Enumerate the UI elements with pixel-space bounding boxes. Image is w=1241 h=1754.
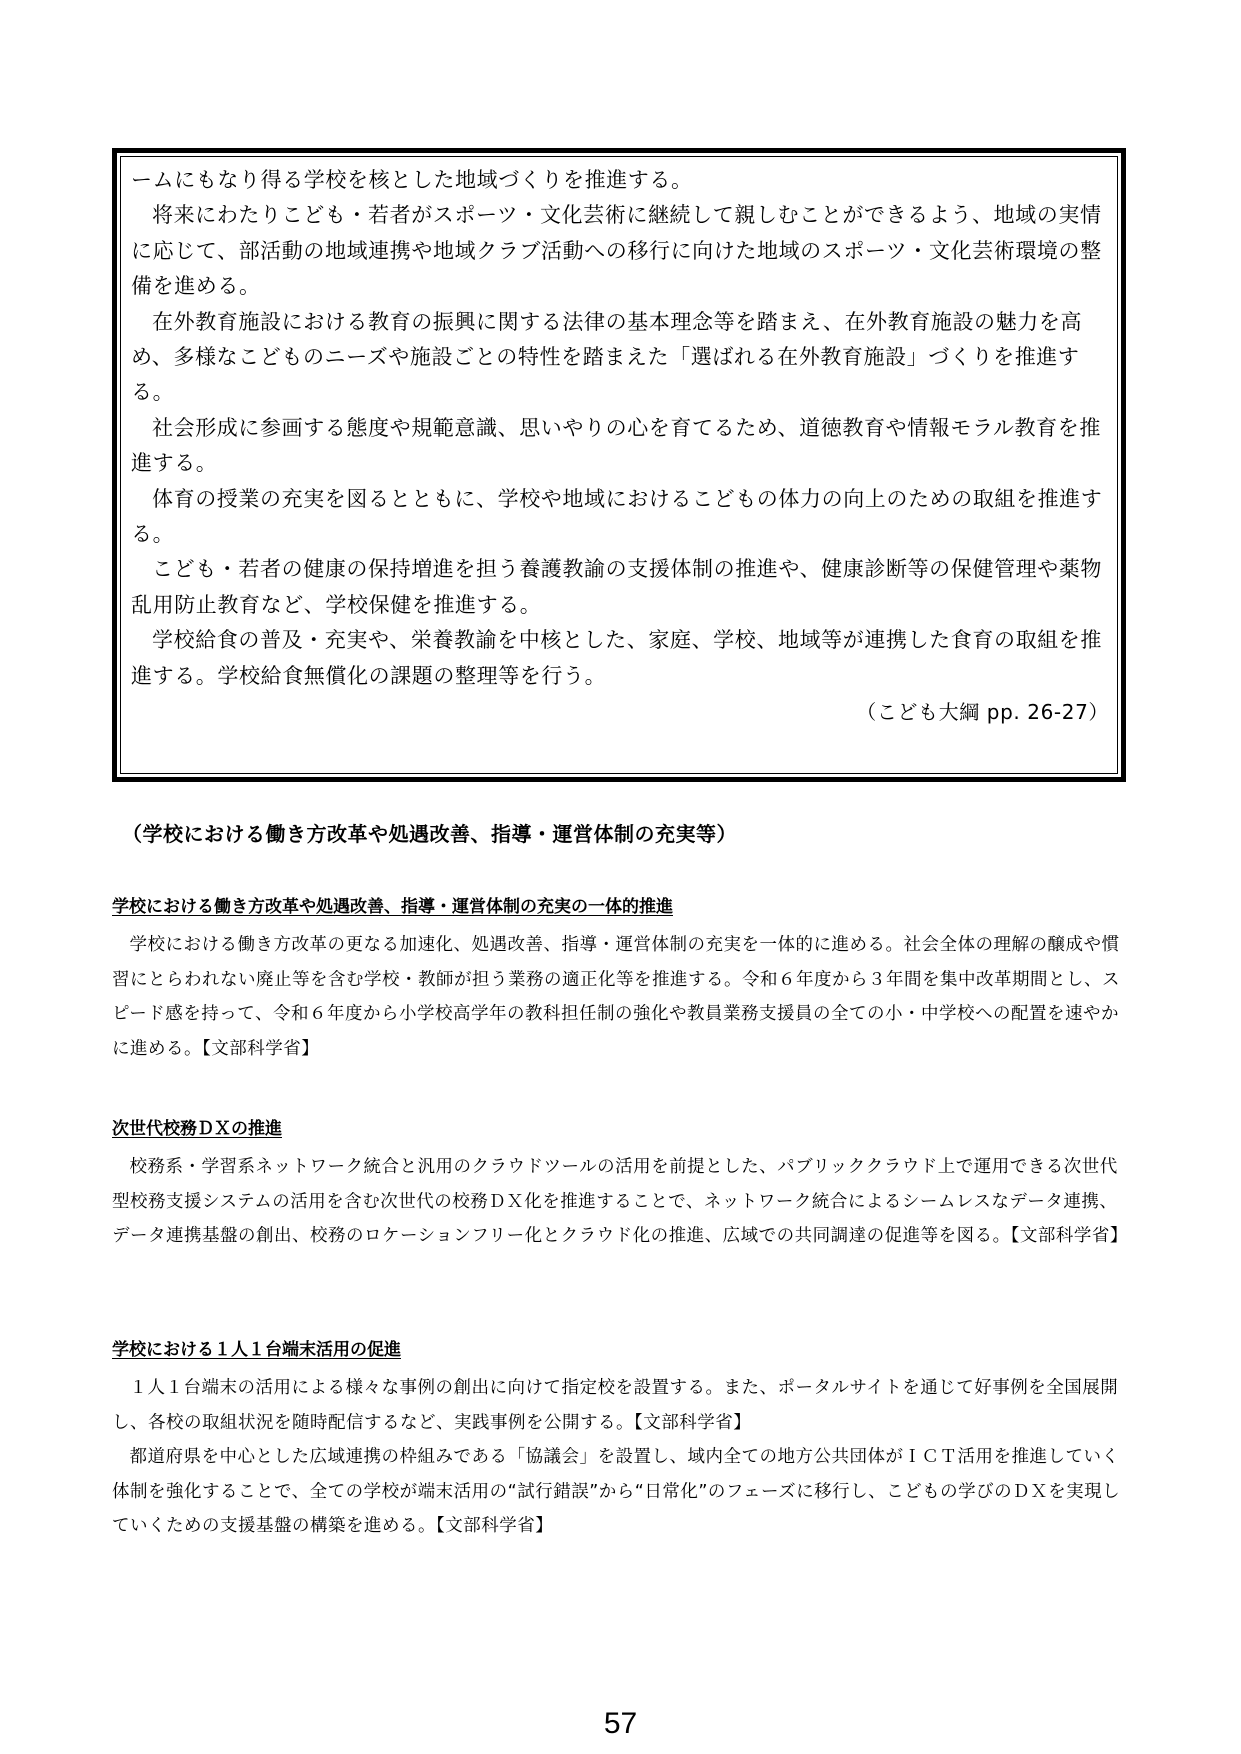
section-school-dx xyxy=(112,1116,1132,1254)
quote-paragraph: ームにもなり得る学校を核とした地域づくりを推進する。 xyxy=(131,168,693,192)
section-title: 学校における１人１台端末活用の促進 xyxy=(112,1340,401,1360)
section-title: 学校における働き方改革や処遇改善、指導・運営体制の充実の一体的推進 xyxy=(112,897,673,917)
section-paragraph: １人１台端末の活用による様々な事例の創出に向けて指定校を設置する。また、ポータルサイトを通じて好事例を全国展開し、各校の取組状況を随時配信するなど、実践事例を公開する。【文部科学省】 xyxy=(112,1378,1119,1433)
section-heading: （学校における働き方改革や処遇改善、指導・運営体制の充実等） xyxy=(122,822,737,846)
quote-paragraph: 学校給食の普及・充実や、栄養教諭を中核とした、家庭、学校、地域等が連携した食育の取組を推進する。学校給食無償化の課題の整理等を行う。 xyxy=(131,628,1102,688)
section-paragraph: 学校における働き方改革の更なる加速化、処遇改善、指導・運営体制の充実を一体的に進める。社会全体の理解の醸成や慣習にとらわれない廃止等を含む学校・教師が担う業務の適正化等を推進する。令和６年度から３年間を集中改革期間とし、スピード感を持って、令和６年度から小学校高学年の教科担任制の強化や教員業務支援員の全ての小・中学校への配置を速やかに進める。【文部科学省】 xyxy=(112,935,1120,1059)
section-title: 次世代校務ＤＸの推進 xyxy=(112,1119,282,1139)
quote-box-inner xyxy=(120,156,1118,774)
quote-paragraph: こども・若者の健康の保持増進を担う養護教諭の支援体制の推進や、健康診断等の保健管理や薬物乱用防止教育など、学校保健を推進する。 xyxy=(131,557,1102,617)
quote-paragraph: 社会形成に参画する態度や規範意識、思いやりの心を育てるため、道徳教育や情報モラル教育を推進する。 xyxy=(131,415,1101,476)
section-workstyle-reform xyxy=(112,894,1132,1066)
quote-box xyxy=(112,148,1126,782)
section-one-device-per-student xyxy=(112,1337,1132,1544)
page-number: 57 xyxy=(603,1707,638,1740)
citation: （こども大綱 pp. 26-27） xyxy=(856,700,1109,725)
section-paragraph: 都道府県を中心とした広域連携の枠組みである「協議会」を設置し、域内全ての地方公共団体がＩＣＴ活用を推進していく体制を強化することで、全ての学校が端末活用の“試行錯誤”から“日常化”のフェーズに移行し、こどもの学びのＤＸを実現していくための支援基盤の構築を進める。【文部科学省】 xyxy=(112,1447,1121,1536)
quote-paragraph: 将来にわたりこども・若者がスポーツ・文化芸術に継続して親しむことができるよう、地域の実情に応じて、部活動の地域連携や地域クラブ活動への移行に向けた地域のスポーツ・文化芸術環境の整備を進める。 xyxy=(131,203,1102,299)
section-paragraph: 校務系・学習系ネットワーク統合と汎用のクラウドツールの活用を前提とした、パブリッククラウド上で運用できる次世代型校務支援システムの活用を含む次世代の校務ＤＸ化を推進することで、ネットワーク統合によるシームレスなデータ連携、データ連携基盤の創出、校務のロケーションフリー化とクラウド化の推進、広域での共同調達の促進等を図る。【文部科学省】 xyxy=(112,1157,1128,1246)
quote-paragraph: 在外教育施設における教育の振興に関する法律の基本理念等を踏まえ、在外教育施設の魅力を高め、多様なこどものニーズや施設ごとの特性を踏まえた「選ばれる在外教育施設」づくりを推進する。 xyxy=(131,309,1083,405)
quote-paragraph: 体育の授業の充実を図るとともに、学校や地域におけるこどもの体力の向上のための取組を推進する。 xyxy=(131,486,1103,547)
